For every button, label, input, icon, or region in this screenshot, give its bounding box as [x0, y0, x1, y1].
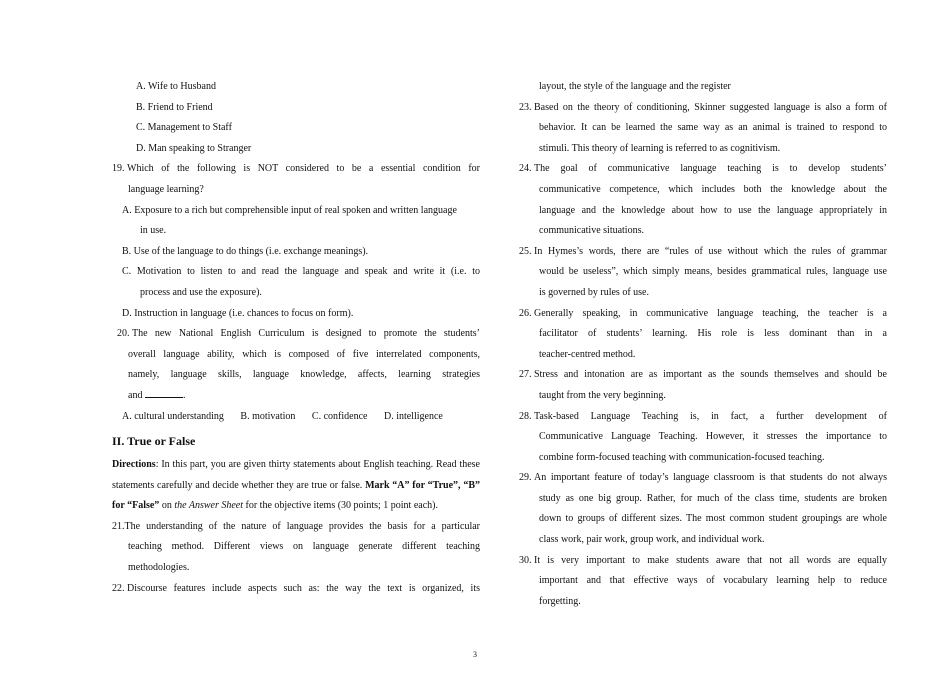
question-text: It is very important to make students aware that not all words are equally [534, 554, 887, 566]
question-text: Task-based Language Teaching is, in fact, a further development of [534, 410, 887, 422]
question-text: Discourse features include aspects such as: the way the text is organized, its [127, 582, 480, 594]
question-26 [519, 304, 887, 366]
page-number: 3 [473, 650, 477, 659]
question-text: Based on the theory of conditioning, Skinner suggested language is also a form of [534, 101, 887, 113]
question-number: 23. [519, 101, 532, 113]
directions-italic: the Answer Sheet [174, 500, 244, 512]
question-25 [519, 242, 887, 304]
question-number: 20. [117, 328, 130, 340]
question-text: In Hymes’s words, there are “rules of use without which the rules of grammar [534, 245, 887, 257]
question-text: Generally speaking, in communicative language teaching, the teacher is a [534, 307, 887, 319]
q20-option-a: A. cultural understanding [122, 410, 224, 422]
question-text: study as one big group. Rather, for much of the class time, students are broken [539, 492, 887, 504]
question-text: methodologies. [128, 562, 190, 574]
question-text [112, 386, 480, 407]
question-text: would be useless”, which simply means, besides grammatical rules, language use [539, 266, 887, 278]
question-21 [112, 517, 480, 579]
question-23 [519, 98, 887, 160]
question-number: 22. [112, 582, 125, 594]
question-text: An important feature of today’s language classroom is that students do not always [534, 472, 887, 484]
question-29 [519, 468, 887, 550]
question-text: behavior. It can be learned the same way as an animal is trained to respond to [539, 122, 887, 134]
question-number: 25. [519, 245, 532, 257]
question-text: The goal of communicative language teaching is to develop students’ [534, 163, 887, 175]
answer-blank [145, 386, 183, 398]
q19-option-b: B. Use of the language to do things (i.e. exchange meanings). [122, 245, 369, 257]
question-text: communicative competence, which includes both the knowledge about the [539, 183, 887, 195]
question-number: 26. [519, 307, 532, 319]
and-word: and [128, 389, 143, 401]
question-text: Stress and intonation are as important as the sounds themselves and should be [534, 369, 887, 381]
question-number: 27. [519, 369, 532, 381]
section-title: II. True or False [112, 434, 196, 449]
question-text: stimuli. This theory of learning is referred to as cognitivism. [539, 142, 781, 154]
question-text: Communicative Language Teaching. However, it stresses the importance to [539, 431, 887, 443]
question-20 [112, 324, 480, 427]
directions-label: Directions [112, 459, 156, 471]
directions [112, 455, 480, 517]
q20-option-d: D. intelligence [383, 410, 443, 422]
question-text: teacher-centred method. [539, 348, 636, 360]
question-text: teaching method. Different views on language generate different teaching [128, 541, 480, 553]
question-text: combine form-focused teaching with communication-focused teaching. [539, 451, 825, 463]
question-number: 24. [519, 163, 532, 175]
question-text: class work, pair work, group work, and individual work. [539, 534, 765, 546]
q19-option-d: D. Instruction in language (i.e. chances to focus on form). [122, 307, 354, 319]
question-text: The understanding of the nature of language provides the basis for a particular [124, 520, 480, 532]
question-text: language learning? [128, 183, 204, 195]
question-text: overall language ability, which is composed of five interrelated components, [128, 348, 480, 360]
q19-option-c: C. Motivation to listen to and read the language and speak and write it (i.e. to [122, 266, 480, 278]
q18-option-a: A. Wife to Husband [136, 81, 216, 92]
q20-option-c: C. confidence [311, 410, 368, 422]
question-text: down to groups of different sizes. The most common student groupings are whole [539, 513, 887, 525]
question-27 [519, 365, 887, 406]
q18-option-b: B. Friend to Friend [136, 101, 213, 113]
left-column [112, 77, 480, 599]
q19-option-a-cont: in use. [140, 225, 167, 237]
directions-text: on [159, 500, 175, 512]
question-text: language and the knowledge about how to use the language appropriately in [539, 204, 887, 216]
question-number: 30. [519, 554, 532, 566]
question-28 [519, 407, 887, 469]
q20-option-b: B. motivation [240, 410, 296, 422]
question-text: communicative situations. [539, 225, 644, 237]
question-24 [519, 159, 887, 241]
question-text: important and that effective ways of vocabulary learning help to reduce [539, 575, 887, 587]
directions-text: : In this part, you are given thirty statements about English teaching. Read these statements carefully and decide whether they are true or false. [112, 459, 480, 491]
question-22 [112, 579, 480, 600]
question-number: 21. [112, 520, 125, 532]
q18-option-c: C. Management to Staff [136, 122, 232, 134]
q19-option-a: A. Exposure to a rich but comprehensible input of real spoken and written language [122, 204, 457, 216]
question-text: facilitator of students’ learning. His role is less dominant than in a [539, 328, 887, 340]
question-text: namely, language skills, language knowledge, affects, learning strategies [128, 369, 480, 381]
q18-option-d: D. Man speaking to Stranger [136, 142, 252, 154]
question-text: Which of the following is NOT considered to be a essential condition for [127, 163, 480, 175]
question-number: 28. [519, 410, 532, 422]
question-text: is governed by rules of use. [539, 286, 649, 298]
q19-option-c-cont: process and use the exposure). [140, 286, 262, 298]
question-number: 29. [519, 472, 532, 484]
question-22-continuation: layout, the style of the language and the register [539, 81, 731, 92]
question-number: 19. [112, 163, 125, 175]
right-column [519, 77, 887, 612]
directions-text: for the objective items (30 points; 1 point each). [243, 500, 438, 512]
period: . [182, 389, 186, 401]
question-30 [519, 551, 887, 613]
question-text: The new National English Curriculum is designed to promote the students’ [132, 328, 480, 340]
question-text: taught from the very beginning. [539, 389, 666, 401]
q20-options [112, 407, 480, 428]
question-text: forgetting. [539, 595, 581, 607]
question-19 [112, 159, 480, 324]
directions-bold: Mark “A” for “True”, “B” for “False” [112, 479, 480, 512]
